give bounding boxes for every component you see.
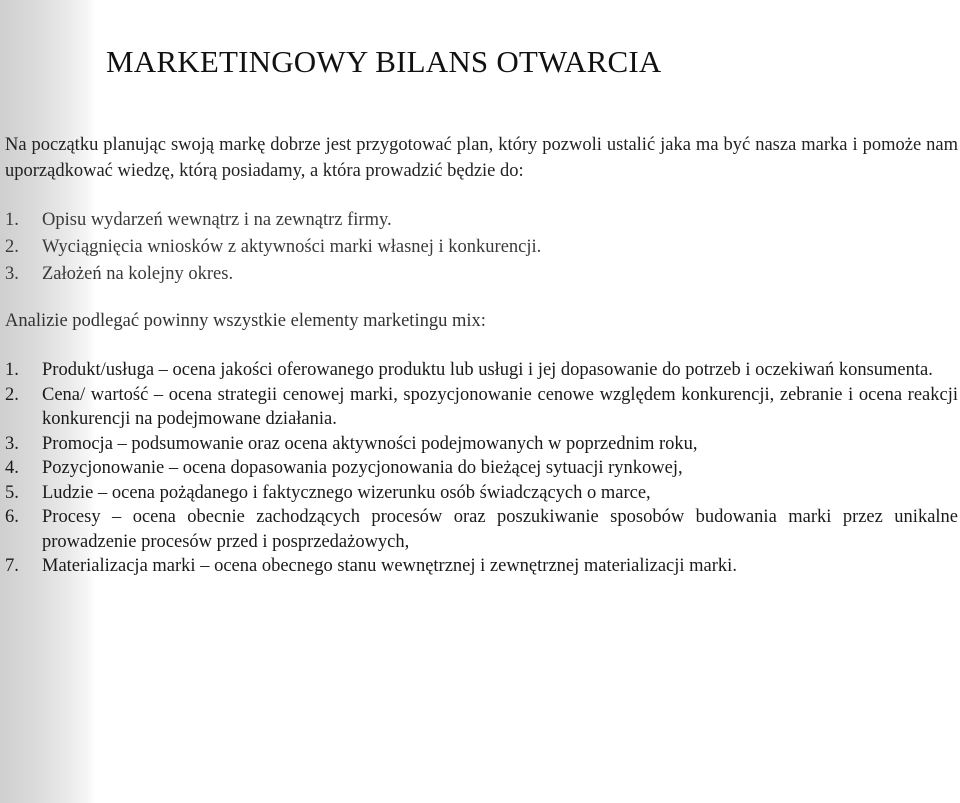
list-item xyxy=(5,505,958,554)
list-item-number: 7. xyxy=(5,556,19,576)
list-item-text: Założeń na kolejny okres. xyxy=(42,264,234,284)
list-item xyxy=(5,207,958,234)
list-item-number: 2. xyxy=(5,237,19,257)
list-item-number: 5. xyxy=(5,482,19,503)
list-item-text: Ludzie – ocena pożądanego i faktycznego wizerunku osób świadczących o marce, xyxy=(42,482,651,503)
page-title: MARKETINGOWY BILANS OTWARCIA xyxy=(106,44,662,79)
list-item xyxy=(5,358,958,383)
list-item-text: Procesy – ocena obecnie zachodzących procesów oraz poszukiwanie sposobów budowania marki przez unikalne prowadzenie procesów przed i posprzedażowych, xyxy=(42,507,958,552)
list-item-number: 1. xyxy=(5,360,19,380)
list-item xyxy=(5,261,958,288)
list-item-number: 2. xyxy=(5,384,19,405)
marketing-mix-list xyxy=(5,358,958,579)
list-item-text: Opisu wydarzeń wewnątrz i na zewnątrz firmy. xyxy=(42,210,392,230)
list-item-number: 3. xyxy=(5,264,19,284)
list-item-number: 3. xyxy=(5,433,19,454)
list-item xyxy=(5,481,958,506)
list-item xyxy=(5,554,958,579)
list-item xyxy=(5,234,958,261)
list-item xyxy=(5,456,958,481)
list-item-text: Cena/ wartość – ocena strategii cenowej marki, spozycjonowanie cenowe względem konkurencji, zebranie i ocena reakcji konkurencji na podejmowane działania. xyxy=(42,384,958,429)
mix-intro-text: Analizie podlegać powinny wszystkie elementy marketingu mix: xyxy=(5,311,486,331)
list-item xyxy=(5,383,958,432)
list-item xyxy=(5,432,958,457)
list-item-text: Produkt/usługa – ocena jakości oferowanego produktu lub usługi i jej dopasowanie do potrzeb i oczekiwań konsumenta. xyxy=(42,360,933,380)
intro-paragraph: Na początku planując swoją markę dobrze jest przygotować plan, który pozwoli ustalić jaka ma być nasza marka i pomoże nam uporządkować wiedzę, którą posiadamy, a która prowadzić będzie do: xyxy=(5,135,958,181)
list-item-number: 4. xyxy=(5,458,19,478)
list-item-text: Materializacja marki – ocena obecnego stanu wewnętrznej i zewnętrznej materializacji marki. xyxy=(42,556,737,576)
list-item-text: Wyciągnięcia wniosków z aktywności marki własnej i konkurencji. xyxy=(42,237,542,257)
list-item-number: 6. xyxy=(5,507,19,527)
list-item-number: 1. xyxy=(5,210,19,230)
goals-list xyxy=(5,207,958,288)
list-item-text: Pozycjonowanie – ocena dopasowania pozycjonowania do bieżącej sytuacji rynkowej, xyxy=(42,458,683,478)
list-item-text: Promocja – podsumowanie oraz ocena aktywności podejmowanych w poprzednim roku, xyxy=(42,433,698,454)
